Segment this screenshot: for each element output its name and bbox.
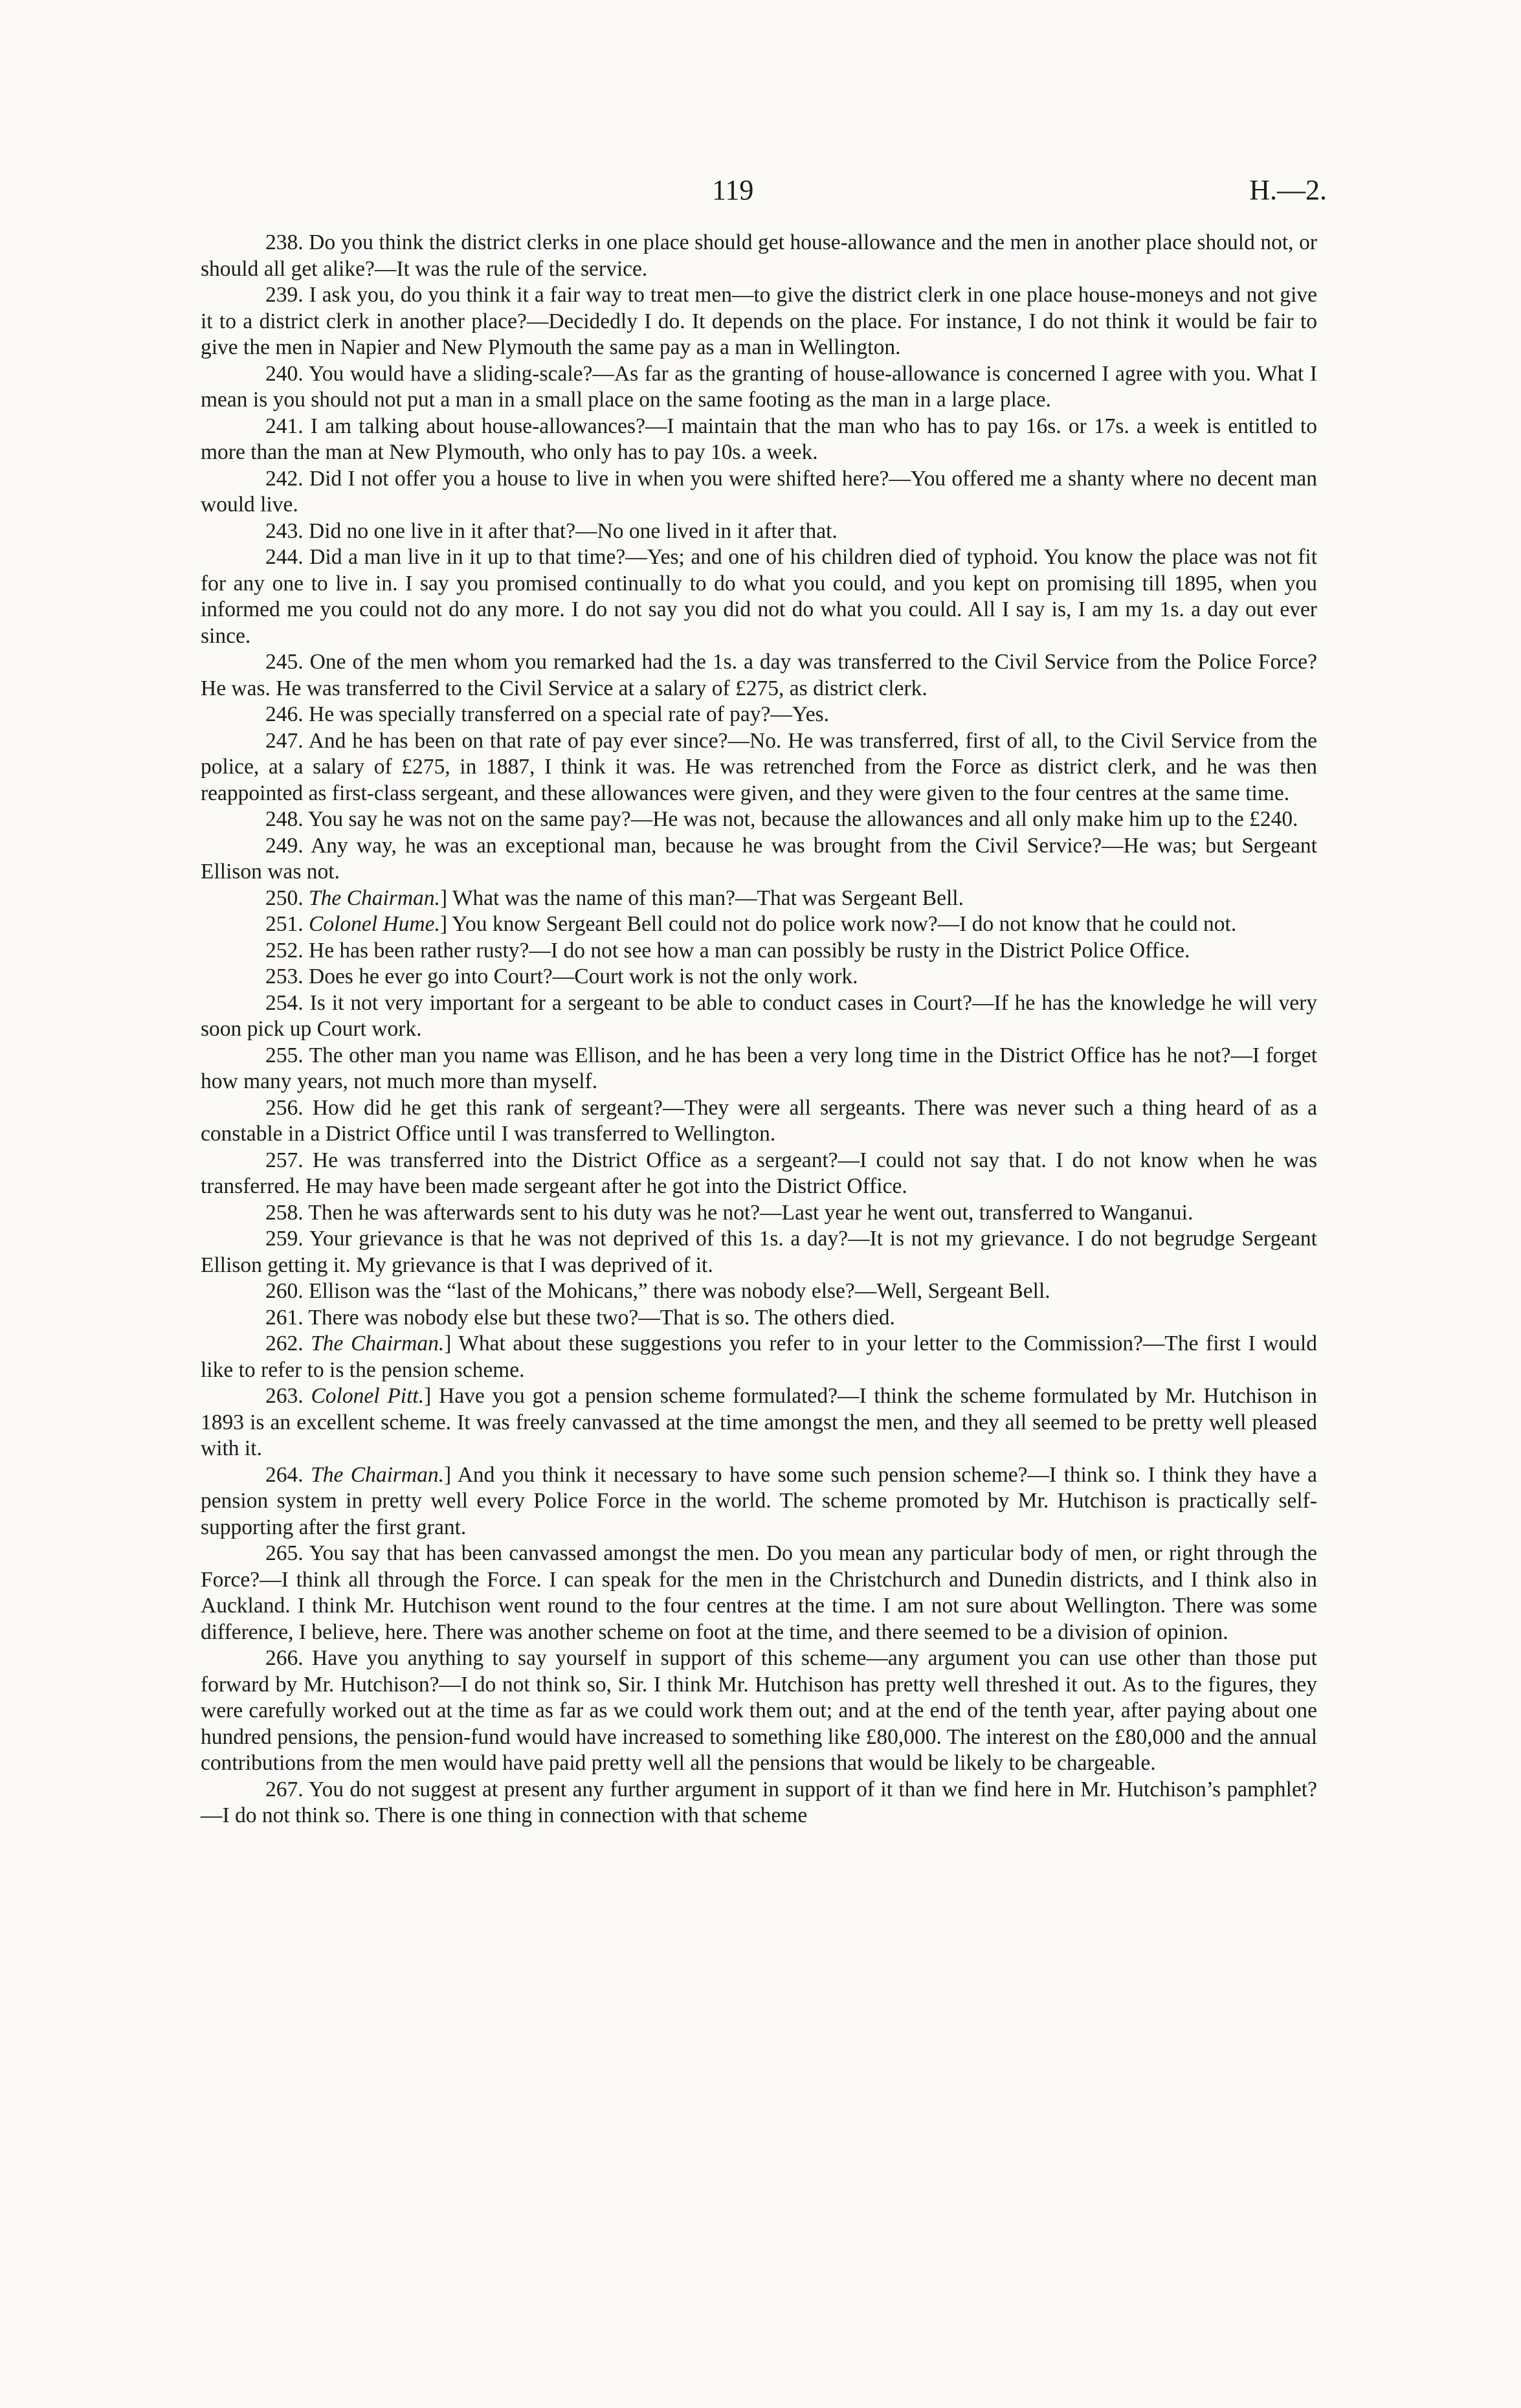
question-paragraph: 244. Did a man live in it up to that time?—Yes; and one of his children died of typhoid. You know the place was not fit for any one to live in. I say you promised continually to do what you could, and you kept on promising till 1895, when you informed me you could not do any more. I do not say you did not do what you could. All I say is, I am my 1s. a day out ever since. [201, 545, 1317, 648]
body-text [201, 230, 1317, 1829]
question-paragraph: 267. You do not suggest at present any further argument in support of it than we find here in Mr. Hutchison’s pamphlet?—I do not think so. There is one thing in connection with that scheme [201, 1777, 1317, 1827]
question-paragraph: 243. Did no one live in it after that?—No one lived in it after that. [265, 518, 838, 543]
question-paragraph: 239. I ask you, do you think it a fair way to treat men—to give the district clerk in one place house-moneys and not give it to a district clerk in another place?—Decidedly I do. It depends on the place. For instance, I do not think it would be fair to give the men in Napier and New Plymouth the same pay as a man in Wellington. [201, 283, 1317, 359]
paragraph-text: ] Have you got a pension scheme formulated?—I think the scheme formulated by Mr. Hutchison in 1893 is an excellent scheme. It was freely canvassed at the time amongst the men, and they all seemed to be pretty well pleased with it. [201, 1384, 1317, 1460]
question-paragraph: 265. You say that has been canvassed amongst the men. Do you mean any particular body of men, or right through the Force?—I think all through the Force. I can speak for the men in the Christchurch and Dunedin districts, and I think also in Auckland. I think Mr. Hutchison went round to the four centres at the time. I am not sure about Wellington. There was some difference, I believe, here. There was another scheme on foot at the time, and there seemed to be a division of opinion. [201, 1541, 1317, 1644]
question-paragraph: 259. Your grievance is that he was not deprived of this 1s. a day?—It is not my grievance. I do not begrudge Sergeant Ellison getting it. My grievance is that I was deprived of it. [201, 1227, 1317, 1277]
paragraph-text: ] What about these suggestions you refer to in your letter to the Commission?—The first I would like to refer to is the pension scheme. [201, 1332, 1317, 1382]
page-header [0, 173, 1521, 219]
question-paragraph: 248. You say he was not on the same pay?—He was not, because the allowances and all only make him up to the £240. [265, 807, 1298, 831]
question-paragraph: 241. I am talking about house-allowances?—I maintain that the man who has to pay 16s. or 17s. a week is entitled to more than the man at New Plymouth, who only has to pay 10s. a week. [201, 414, 1317, 464]
question-number: 251. [265, 912, 309, 936]
question-paragraph: 258. Then he was afterwards sent to his duty was he not?—Last year he went out, transferred to Wanganui. [265, 1200, 1193, 1225]
question-paragraph: 257. He was transferred into the District Office as a sergeant?—I could not say that. I do not know when he was transferred. He may have been made sergeant after he got into the District Office. [201, 1148, 1317, 1198]
question-paragraph: 266. Have you anything to say yourself in support of this scheme—any argument you can use other than those put forward by Mr. Hutchison?—I do not think so, Sir. I think Mr. Hutchison has pretty well threshed it out. As to the figures, they were carefully worked out at the time as far as we could work them out; and at the end of the tenth year, after paying about one hundred pensions, the pension-fund would have increased to something like £80,000. The interest on the £80,000 and the annual contributions from the men would have paid pretty well all the pensions that would be likely to be chargeable. [201, 1646, 1317, 1775]
page-number: 119 [712, 174, 754, 206]
speaker-name: Colonel Pitt. [311, 1384, 425, 1408]
question-paragraph [201, 1383, 1317, 1462]
speaker-name: The Chairman. [309, 886, 440, 910]
question-number: 263. [265, 1384, 311, 1408]
question-paragraph: 260. Ellison was the “last of the Mohicans,” there was nobody else?—Well, Sergeant Bell. [265, 1279, 1050, 1303]
paragraph-text: ] And you think it necessary to have some such pension scheme?—I think so. I think they have a pension system in pretty well every Police Force in the world. The scheme promoted by Mr. Hutchison is practically self-supporting after the first grant. [201, 1462, 1318, 1539]
question-paragraph: 240. You would have a sliding-scale?—As far as the granting of house-allowance is concerned I agree with you. What I mean is you should not put a man in a small place on the same footing as the man in a large place. [201, 361, 1317, 412]
question-paragraph: 238. Do you think the district clerks in one place should get house-allowance and the men in another place should not, or should all get alike?—It was the rule of the service. [201, 230, 1317, 281]
question-paragraph [201, 1331, 1317, 1383]
question-paragraph [201, 1462, 1317, 1541]
question-paragraph: 255. The other man you name was Ellison, and he has been a very long time in the District Office has he not?—I forget how many years, not much more than myself. [201, 1043, 1317, 1093]
question-paragraph [201, 886, 1317, 912]
question-paragraph: 249. Any way, he was an exceptional man, because he was brought from the Civil Service?—He was; but Sergeant Ellison was not. [201, 833, 1317, 884]
speaker-name: The Chairman. [311, 1462, 444, 1487]
paragraph-text: ] You know Sergeant Bell could not do police work now?—I do not know that he could not. [439, 912, 1237, 936]
question-paragraph: 247. And he has been on that rate of pay ever since?—No. He was transferred, first of all, to the Civil Service from the police, at a salary of £275, in 1887, I think it was. He was retrenched from the Force as district clerk, and he was then reappointed as first-class sergeant, and these allowances were given, and they were given to the four centres at the same time. [201, 728, 1317, 805]
question-number: 250. [265, 886, 309, 910]
question-number: 264. [265, 1462, 311, 1487]
question-paragraph: 252. He has been rather rusty?—I do not see how a man can possibly be rusty in the District Police Office. [265, 938, 1190, 963]
question-paragraph: 261. There was nobody else but these two?—That is so. The others died. [265, 1305, 895, 1330]
speaker-name: The Chairman. [311, 1332, 445, 1355]
question-paragraph: 246. He was specially transferred on a special rate of pay?—Yes. [265, 702, 830, 726]
question-paragraph: 254. Is it not very important for a sergeant to be able to conduct cases in Court?—If he has the knowledge he will very soon pick up Court work. [201, 990, 1317, 1041]
document-reference: H.—2. [1249, 174, 1327, 206]
question-number: 262. [265, 1332, 311, 1355]
question-paragraph: 245. One of the men whom you remarked had the 1s. a day was transferred to the Civil Service from the Police Force? He was. He was transferred to the Civil Service at a salary of £275, as district clerk. [201, 650, 1317, 700]
question-paragraph: 242. Did I not offer you a house to live in when you were shifted here?—You offered me a shanty where no decent man would live. [201, 466, 1317, 517]
question-paragraph [201, 911, 1317, 938]
speaker-name: Colonel Hume. [309, 912, 440, 936]
question-paragraph: 253. Does he ever go into Court?—Court work is not the only work. [265, 964, 858, 988]
paragraph-text: ] What was the name of this man?—That was Sergeant Bell. [439, 886, 964, 910]
question-paragraph: 256. How did he get this rank of sergeant?—They were all sergeants. There was never such a thing heard of as a constable in a District Office until I was transferred to Wellington. [201, 1095, 1317, 1146]
